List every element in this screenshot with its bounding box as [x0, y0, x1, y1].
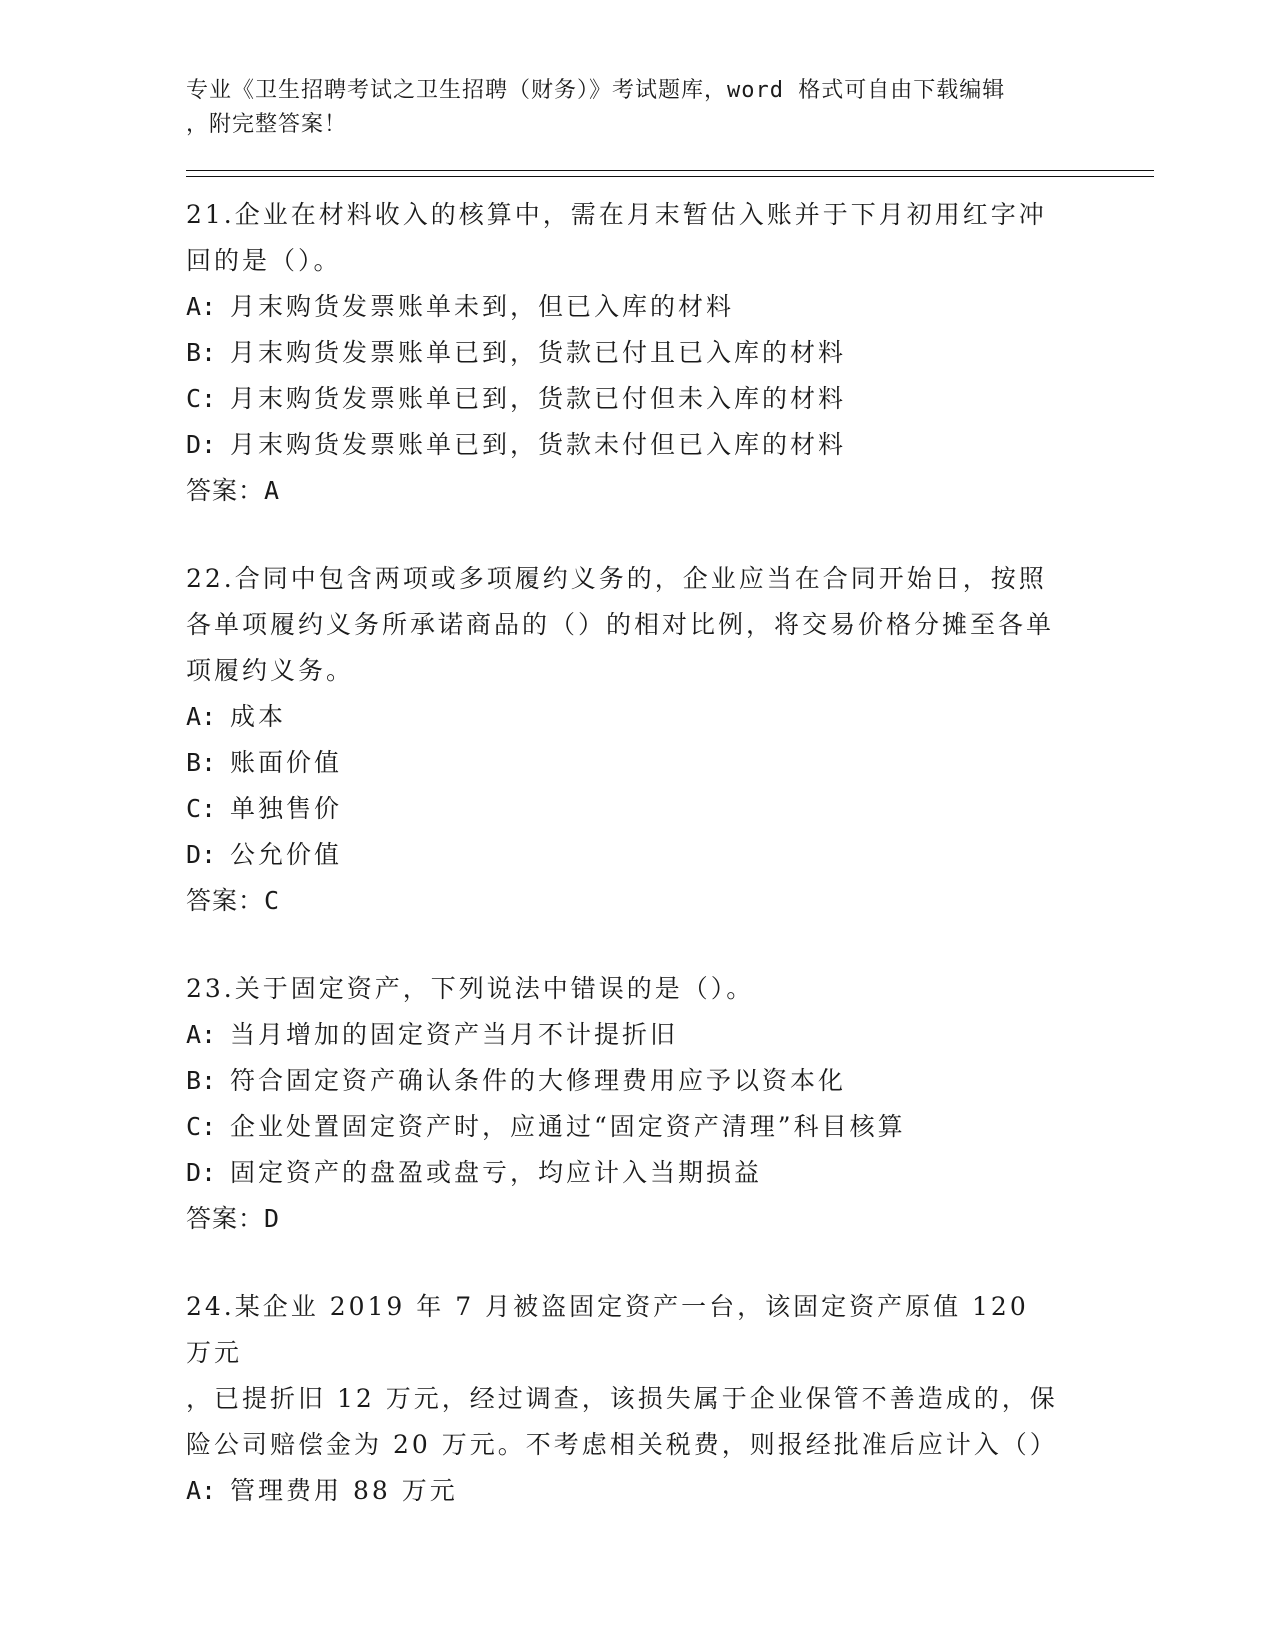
- question-24-text-line-2: ，已提折旧 12 万元，经过调查，该损失属于企业保管不善造成的，保: [186, 1384, 1058, 1413]
- question-23-option-d: D: 固定资产的盘盈或盘亏，均应计入当期损益: [186, 1158, 763, 1187]
- header-divider-top: [186, 170, 1154, 171]
- question-21-option-a: A: 月末购货发票账单未到，但已入库的材料: [186, 292, 735, 321]
- question-24-option-a: A: 管理费用 88 万元: [186, 1476, 458, 1505]
- question-21-answer: 答案：A: [186, 476, 281, 505]
- spacer: [186, 514, 1066, 556]
- question-23-option-b: B: 符合固定资产确认条件的大修理费用应予以资本化: [186, 1066, 847, 1095]
- question-24: [186, 1284, 1066, 1514]
- question-22: [186, 556, 1066, 924]
- question-23-text: 23.关于固定资产，下列说法中错误的是（）。: [186, 974, 755, 1003]
- spacer: [186, 1242, 1066, 1284]
- question-23-answer: 答案：D: [186, 1204, 281, 1233]
- question-22-option-a: A: 成本: [186, 702, 287, 731]
- question-22-option-c: C: 单独售价: [186, 794, 343, 823]
- question-22-answer: 答案：C: [186, 886, 281, 915]
- question-21-option-b: B: 月末购货发票账单已到，货款已付且已入库的材料: [186, 338, 847, 367]
- question-21: [186, 192, 1066, 514]
- question-23: [186, 966, 1066, 1242]
- question-24-text-line-1: 24.某企业 2019 年 7 月被盗固定资产一台，该固定资产原值 120 万元: [186, 1292, 1029, 1367]
- question-21-option-c: C: 月末购货发票账单已到，货款已付但未入库的材料: [186, 384, 847, 413]
- question-23-option-a: A: 当月增加的固定资产当月不计提折旧: [186, 1020, 679, 1049]
- question-23-option-c: C: 企业处置固定资产时，应通过“固定资产清理”科目核算: [186, 1112, 906, 1141]
- question-24-text-line-3: 险公司赔偿金为 20 万元。不考虑相关税费，则报经批准后应计入（）: [186, 1430, 1058, 1459]
- header-line-2: ，附完整答案！: [186, 112, 348, 137]
- question-21-option-d: D: 月末购货发票账单已到，货款未付但已入库的材料: [186, 430, 847, 459]
- question-22-text: 22.合同中包含两项或多项履约义务的，企业应当在合同开始日，按照各单项履约义务所承诺商品的（）的相对比例，将交易价格分摊至各单项履约义务。: [186, 564, 1055, 685]
- document-header: [186, 74, 1066, 142]
- header-divider-bottom: [186, 176, 1154, 177]
- spacer: [186, 924, 1066, 966]
- question-list: [186, 192, 1066, 1514]
- question-22-option-d: D: 公允价值: [186, 840, 343, 869]
- question-22-option-b: B: 账面价值: [186, 748, 343, 777]
- header-line-1: 专业《卫生招聘考试之卫生招聘（财务）》考试题库，word 格式可自由下载编辑: [186, 78, 1006, 103]
- question-21-text: 21.企业在材料收入的核算中，需在月末暂估入账并于下月初用红字冲回的是（）。: [186, 200, 1047, 275]
